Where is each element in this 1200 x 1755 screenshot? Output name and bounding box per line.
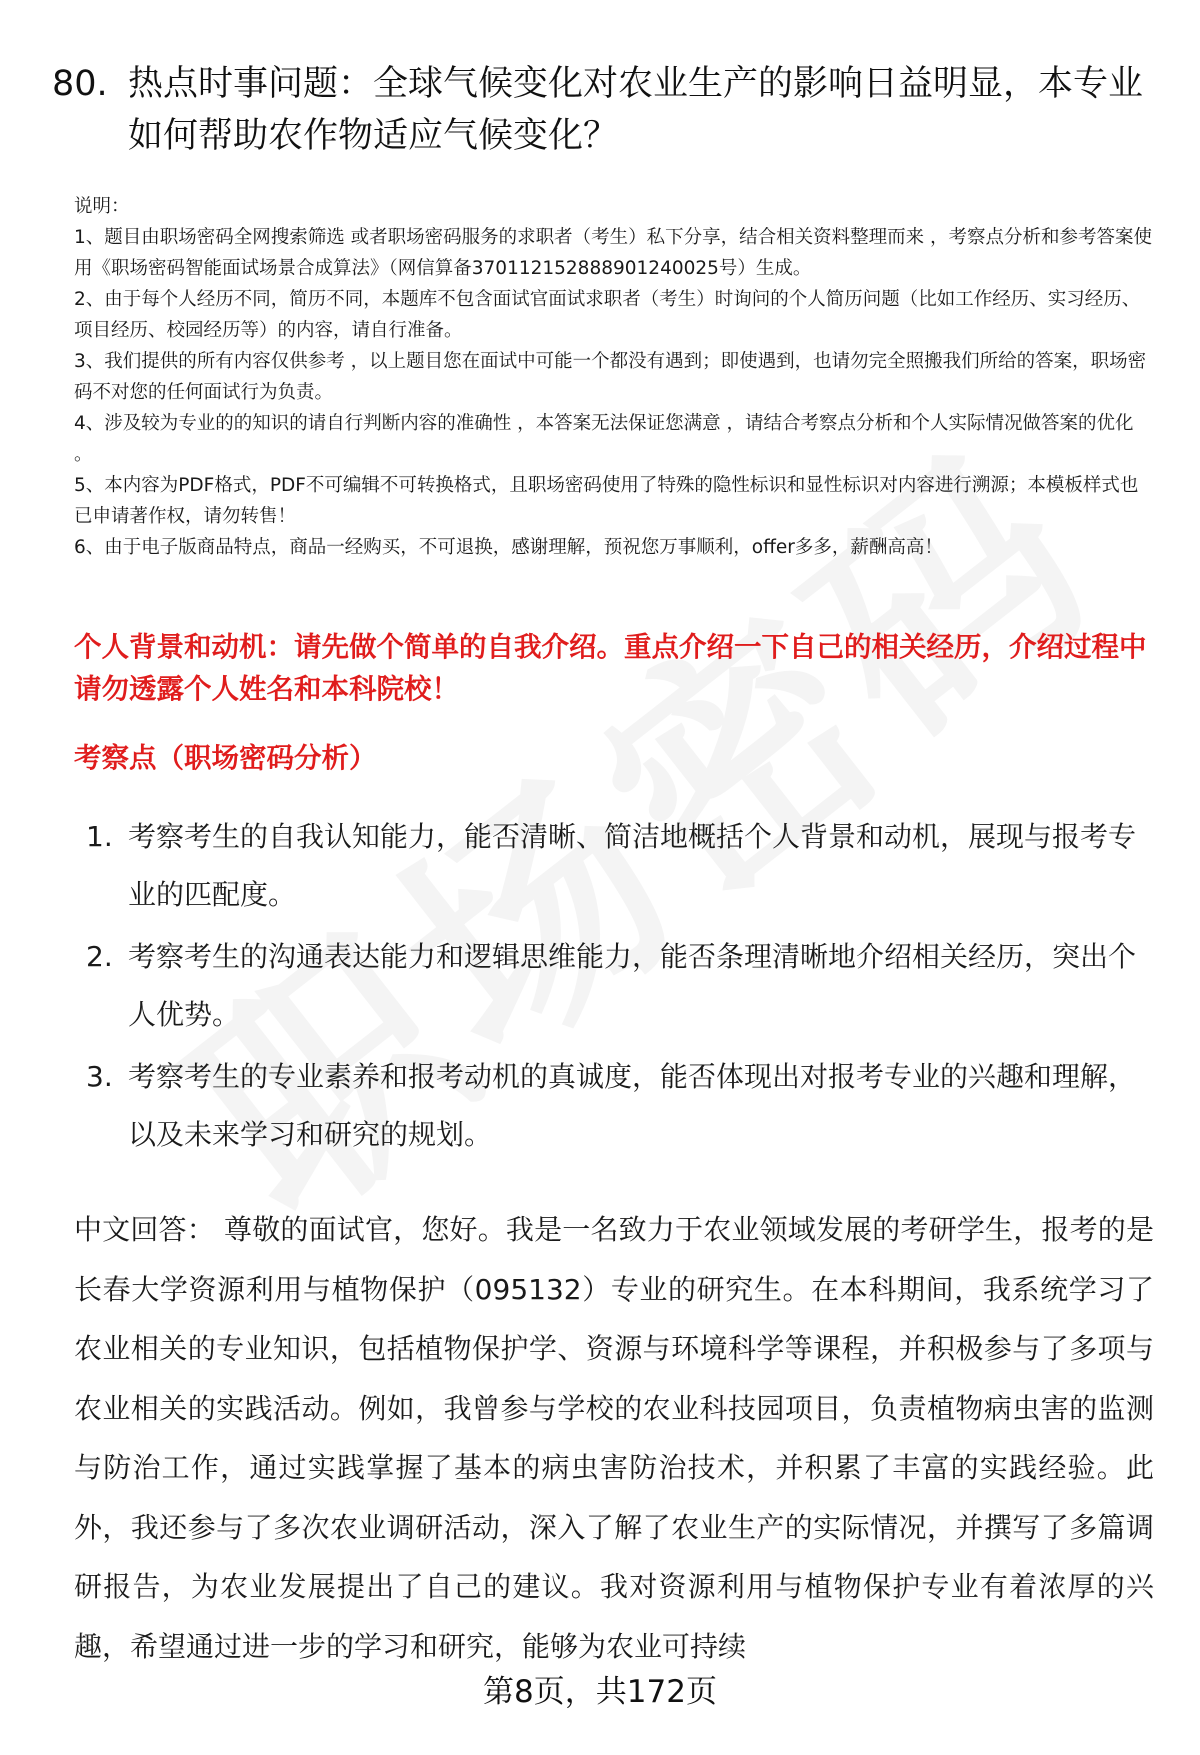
list-item-text: 考察考生的自我认知能力，能否清晰、简洁地概括个人背景和动机，展现与报考专业的匹配度。	[128, 820, 1137, 911]
question-number: 80.	[52, 64, 108, 104]
list-item	[74, 928, 1154, 1044]
answer-block	[74, 1200, 1154, 1676]
page-footer: 第8页，共172页	[483, 1674, 717, 1710]
list-item-number: 3.	[86, 1060, 113, 1093]
list-item	[74, 1048, 1154, 1164]
section-heading: 个人背景和动机：请先做个简单的自我介绍。重点介绍一下自己的相关经历，介绍过程中请勿透露个人姓名和本科院校！	[74, 631, 1147, 705]
answer-text: 尊敬的面试官，您好。我是一名致力于农业领域发展的考研学生，报考的是长春大学资源利用与植物保护（095132）专业的研究生。在本科期间，我系统学习了农业相关的专业知识，包括植物保护学、资源与环境科学等课程，并积极参与了多项与农业相关的实践活动。例如，我曾参与学校的农业科技园项目，负责植物病虫害的监测与防治工作，通过实践掌握了基本的病虫害防治技术，并积累了丰富的实践经验。此外，我还参与了多次农业调研活动，深入了解了农业生产的实际情况，并撰写了多篇调研报告，为农业发展提出了自己的建议。我对资源利用与植物保护专业有着浓厚的兴趣，希望通过进一步的学习和研究，能够为农业可持续	[74, 1213, 1154, 1663]
list-item-text: 考察考生的沟通表达能力和逻辑思维能力，能否条理清晰地介绍相关经历，突出个人优势。	[128, 940, 1137, 1031]
analysis-list	[74, 808, 1154, 1168]
notes-item: 6、由于电子版商品特点，商品一经购买，不可退换，感谢理解，预祝您万事顺利，offer多多，薪酬高高！	[74, 537, 943, 558]
notes-item: 2、由于每个人经历不同，简历不同，本题库不包含面试官面试求职者（考生）时询问的个人简历问题（比如工作经历、实习经历、项目经历、校园经历等）的内容，请自行准备。	[74, 289, 1141, 341]
list-item-number: 2.	[86, 940, 113, 973]
answer-label: 中文回答：	[74, 1213, 215, 1246]
notes-item: 3、我们提供的所有内容仅供参考 ，以上题目您在面试中可能一个都没有遇到；即使遇到，也请勿完全照搬我们所给的答案，职场密码不对您的任何面试行为负责。	[74, 351, 1147, 403]
notes-item: 1、题目由职场密码全网搜索筛选 或者职场密码服务的求职者（考生）私下分享，结合相关资料整理而来 ，考察点分析和参考答案使用《职场密码智能面试场景合成算法》（网信算备370112152888901240025号）生成。	[74, 227, 1153, 279]
notes-header: 说明：	[74, 196, 130, 217]
notes-block	[74, 191, 1154, 563]
list-item	[74, 808, 1154, 924]
notes-item: 5、本内容为PDF格式，PDF不可编辑不可转换格式，且职场密码使用了特殊的隐性标识和显性标识对内容进行溯源；本模板样式也已申请著作权，请勿转售！	[74, 475, 1139, 527]
question-text: 热点时事问题：全球气候变化对农业生产的影响日益明显，本专业如何帮助农作物适应气候变化？	[128, 64, 1144, 156]
analysis-heading: 考察点（职场密码分析）	[74, 742, 377, 774]
list-item-number: 1.	[86, 820, 113, 853]
list-item-text: 考察考生的专业素养和报考动机的真诚度，能否体现出对报考专业的兴趣和理解，以及未来学习和研究的规划。	[128, 1060, 1137, 1151]
notes-item: 4、涉及较为专业的的知识的请自行判断内容的准确性 ，本答案无法保证您满意 ，请结合考察点分析和个人实际情况做答案的优化 。	[74, 413, 1134, 465]
question-title	[52, 58, 1152, 162]
